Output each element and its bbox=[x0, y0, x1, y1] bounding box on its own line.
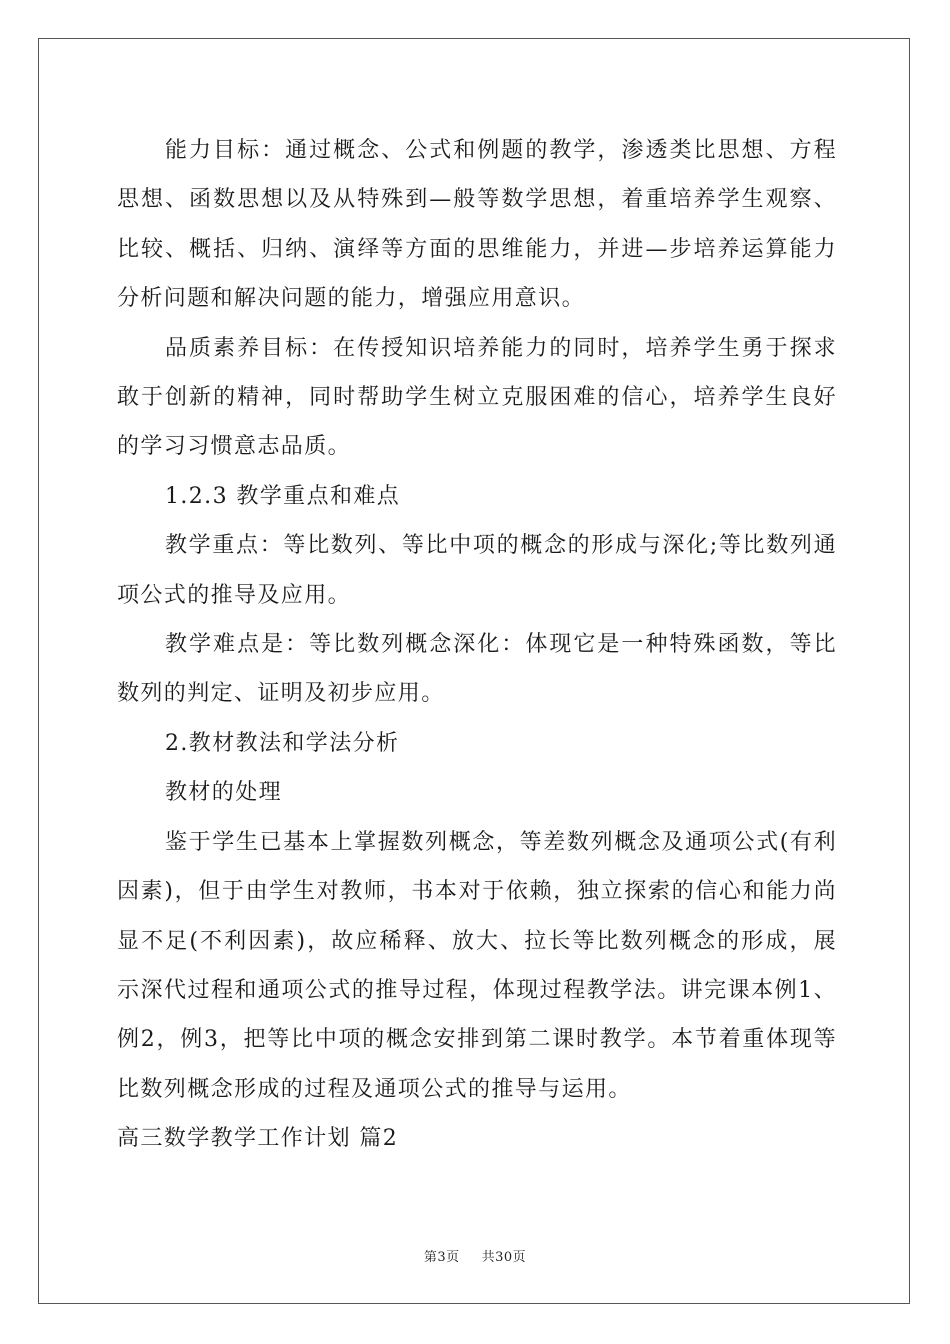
document-body bbox=[117, 126, 837, 1164]
paragraph-material-handling: 鉴于学生已基本上掌握数列概念，等差数列概念及通项公式(有利因素)，但于由学生对教师，书本对于依赖，独立探索的信心和能力尚显不足(不利因素)，故应稀释、放大、拉长等比数列概念的形成，展示深代过程和通项公式的推导过程，体现过程教学法。讲完课本例1、例2，例3，把等比中项的概念安排到第二课时教学。本节着重体现等比数列概念形成的过程及通项公式的推导与运用。 bbox=[117, 829, 837, 1102]
subheading-material-handling: 教材的处理 bbox=[165, 780, 283, 806]
page-footer bbox=[0, 1246, 950, 1265]
section-heading-key-points: 1.2.3 教学重点和难点 bbox=[165, 483, 401, 509]
paragraph-teaching-difficulty: 教学难点是：等比数列概念深化：体现它是一种特殊函数，等比数列的判定、证明及初步应用。 bbox=[117, 632, 837, 707]
page-total: 共30页 bbox=[481, 1250, 527, 1265]
paragraph-quality-goal: 品质素养目标：在传授知识培养能力的同时，培养学生勇于探求敢于创新的精神，同时帮助学生树立克服困难的信心，培养学生良好的学习习惯意志品质。 bbox=[117, 335, 837, 460]
section-heading-method-analysis: 2.教材教法和学法分析 bbox=[165, 730, 400, 756]
paragraph-ability-goal: 能力目标：通过概念、公式和例题的教学，渗透类比思想、方程思想、函数思想以及从特殊到—般等数学思想，着重培养学生观察、比较、概括、归纳、演绎等方面的思维能力，并进—步培养运算能力分析问题和解决问题的能力，增强应用意识。 bbox=[117, 138, 837, 312]
page-number: 第3页 bbox=[423, 1250, 460, 1265]
paragraph-teaching-focus: 教学重点：等比数列、等比中项的概念的形成与深化;等比数列通项公式的推导及应用。 bbox=[117, 533, 837, 608]
section-title-plan-2: 高三数学教学工作计划 篇2 bbox=[117, 1126, 399, 1152]
